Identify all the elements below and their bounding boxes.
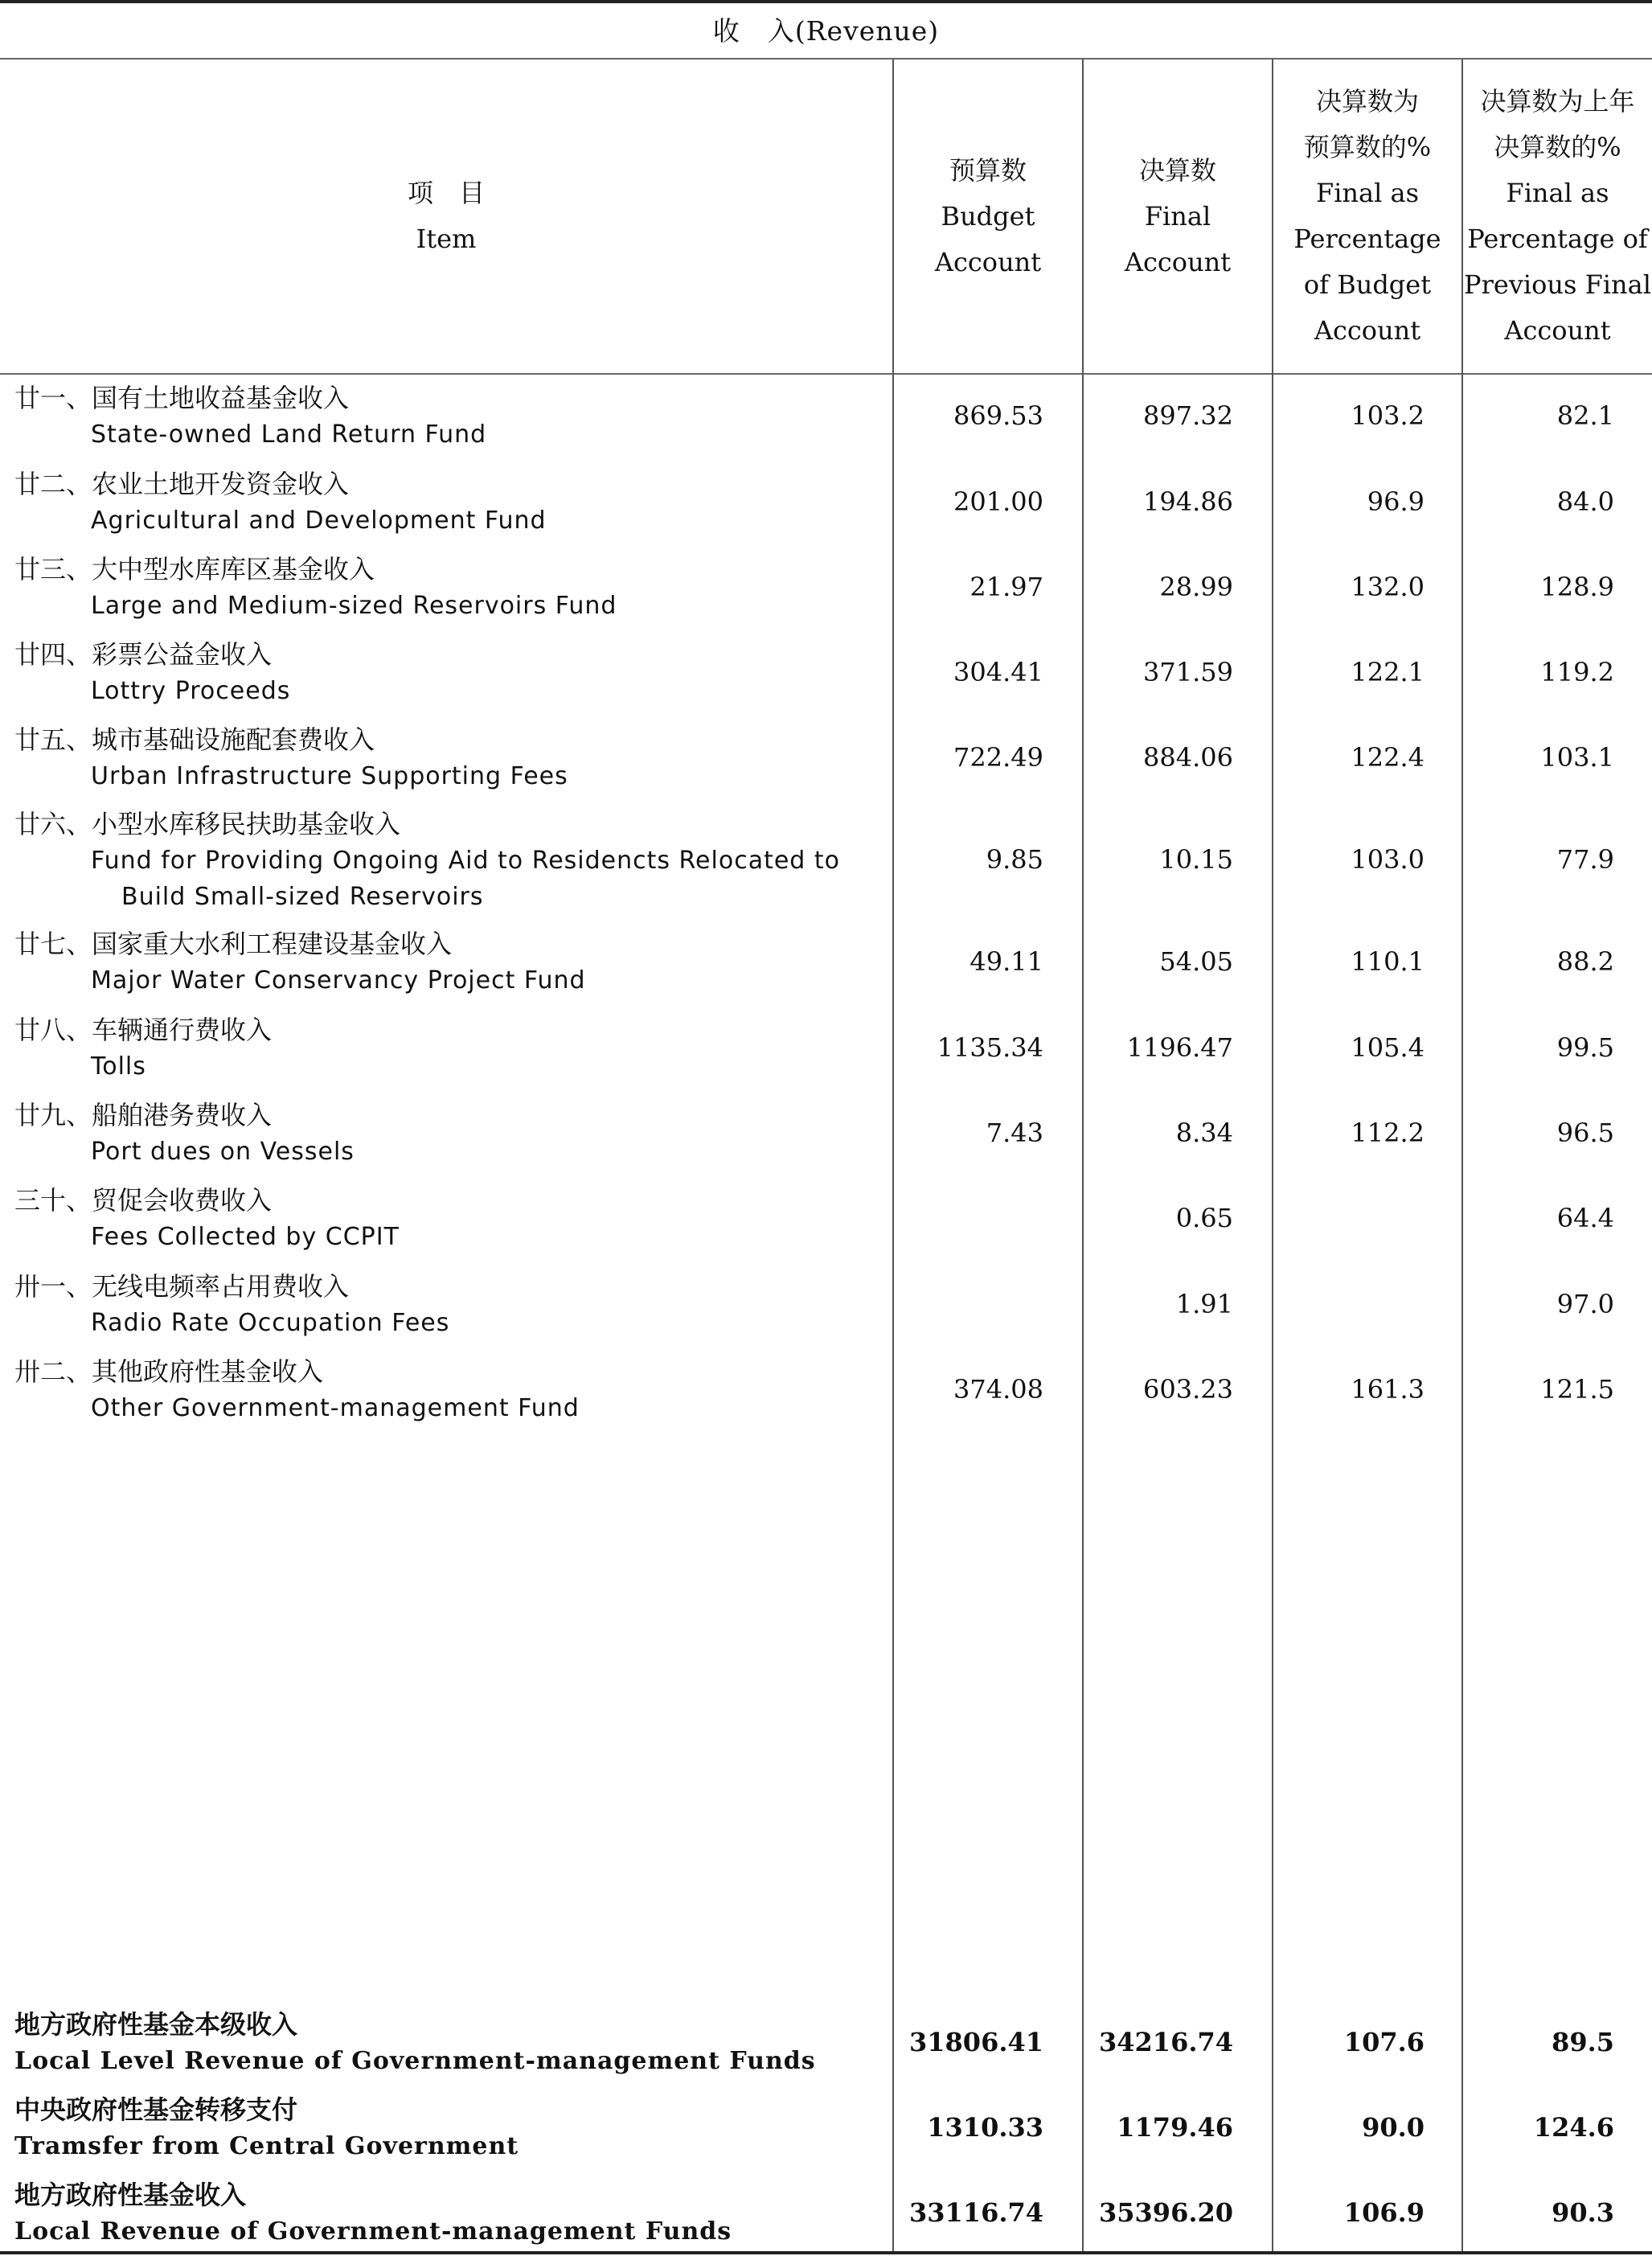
pct-prev-value: 82.1: [1556, 400, 1614, 431]
budget-value: 21.97: [969, 572, 1043, 602]
budget-value: 33116.74: [909, 2197, 1043, 2228]
pct-budget-value: 103.2: [1351, 400, 1424, 431]
pct-budget-value: 106.9: [1343, 2197, 1424, 2228]
caption-rule: [0, 58, 1652, 59]
final-value: 34216.74: [1099, 2027, 1233, 2057]
item-en: Agricultural and Development Fund: [91, 507, 547, 535]
header-budget: [894, 61, 1082, 371]
item-en: Local Revenue of Government-management Funds: [14, 2217, 732, 2246]
header-text: Account: [934, 246, 1042, 277]
item-cn: 廿二、农业土地开发资金收入: [14, 469, 350, 499]
final-value: 28.99: [1159, 572, 1233, 602]
final-value: 371.59: [1143, 657, 1233, 687]
final-value: 884.06: [1143, 742, 1233, 773]
header-pct-prev: [1463, 61, 1652, 371]
pct-prev-value: 88.2: [1556, 946, 1614, 977]
header-rule: [0, 373, 1652, 375]
pct-budget-value: 112.2: [1351, 1118, 1424, 1148]
item-en: Other Government-management Fund: [91, 1394, 580, 1422]
final-value: 54.05: [1159, 946, 1233, 977]
header-text: Percentage: [1293, 224, 1441, 254]
header-text: 决算数: [1138, 154, 1216, 186]
header-pct-budget: [1273, 61, 1461, 371]
header-text: Account: [1124, 246, 1232, 277]
row-item: [14, 466, 547, 539]
item-cn: 廿六、小型水库移民扶助基金收入: [14, 809, 401, 839]
item-en: Fees Collected by CCPIT: [91, 1223, 400, 1251]
budget-value: 9.85: [986, 844, 1043, 875]
pct-prev-value: 99.5: [1556, 1032, 1614, 1063]
row-item: [14, 2092, 519, 2164]
pct-prev-value: 96.5: [1556, 1118, 1614, 1148]
header-text: 决算数为上年: [1480, 86, 1635, 117]
item-cn: 三十、贸促会收费收入: [14, 1185, 273, 1216]
item-en: Local Level Revenue of Government-management Funds: [14, 2047, 816, 2075]
row-item: [14, 1269, 449, 1341]
row-item: [14, 552, 617, 624]
pct-prev-value: 89.5: [1552, 2027, 1614, 2057]
header-text: Final as: [1315, 178, 1420, 208]
item-en-continued: Build Small-sized Reservoirs: [121, 883, 484, 911]
pct-prev-value: 97.0: [1556, 1289, 1614, 1319]
item-cn: 廿九、船舶港务费收入: [14, 1100, 273, 1130]
header-item-en: Item: [416, 224, 477, 254]
header-text: Final: [1144, 200, 1211, 232]
header-text: 预算数的%: [1303, 132, 1432, 162]
pct-prev-value: 90.3: [1552, 2197, 1614, 2228]
pct-prev-value: 103.1: [1540, 742, 1614, 773]
row-item: [14, 722, 568, 794]
item-en: Fund for Providing Ongoing Aid to Residencts Relocated to: [91, 847, 840, 875]
header-text: Account: [1314, 315, 1421, 346]
final-value: 1196.47: [1126, 1032, 1233, 1063]
item-en: Large and Medium-sized Reservoirs Fund: [91, 592, 617, 620]
final-value: 1.91: [1175, 1289, 1233, 1319]
item-cn: 卅二、其他政府性基金收入: [14, 1356, 324, 1387]
pct-prev-value: 64.4: [1556, 1203, 1614, 1233]
budget-value: 1310.33: [927, 2112, 1043, 2143]
pct-budget-value: 122.4: [1351, 742, 1424, 773]
row-item: [14, 926, 586, 999]
header-text: 决算数为: [1315, 86, 1419, 117]
row-item: [14, 1183, 400, 1255]
row-item: [14, 2177, 732, 2250]
budget-value: 374.08: [953, 1374, 1043, 1405]
pct-budget-value: 90.0: [1362, 2112, 1424, 2143]
final-value: 897.32: [1143, 400, 1233, 431]
row-item: [14, 380, 486, 453]
pct-prev-value: 119.2: [1540, 657, 1614, 687]
item-cn: 廿一、国有土地收益基金收入: [14, 383, 350, 413]
item-cn: 廿七、国家重大水利工程建设基金收入: [14, 929, 453, 959]
row-item: [14, 1012, 272, 1085]
pct-budget-value: 161.3: [1351, 1374, 1424, 1405]
header-text: 预算数: [949, 154, 1027, 186]
column-divider: [1272, 59, 1273, 2251]
final-value: 1179.46: [1117, 2112, 1233, 2143]
item-en: Lottry Proceeds: [91, 677, 291, 705]
budget-value: 869.53: [953, 400, 1043, 431]
pct-prev-value: 124.6: [1533, 2112, 1614, 2143]
header-text: of Budget: [1303, 269, 1432, 300]
pct-prev-value: 84.0: [1556, 486, 1614, 517]
item-en: Radio Rate Occupation Fees: [91, 1309, 450, 1337]
item-cn: 廿三、大中型水库库区基金收入: [14, 554, 375, 585]
budget-value: 31806.41: [909, 2027, 1043, 2057]
row-item: [14, 2007, 816, 2079]
header-item-cn: 项 目: [407, 178, 485, 208]
header-text: Previous Final: [1464, 269, 1651, 300]
header-item: [0, 61, 892, 371]
pct-budget-value: 103.0: [1351, 844, 1424, 875]
header-text: 决算数的%: [1494, 132, 1621, 162]
pct-budget-value: 132.0: [1351, 572, 1424, 602]
item-en: Urban Infrastructure Supporting Fees: [91, 762, 568, 790]
item-cn: 卅一、无线电频率占用费收入: [14, 1271, 350, 1302]
final-value: 8.34: [1175, 1118, 1233, 1148]
bottom-rule: [0, 2251, 1652, 2254]
row-item: [14, 806, 840, 915]
column-divider: [892, 59, 894, 2251]
item-cn: 廿五、城市基础设施配套费收入: [14, 724, 375, 755]
final-value: 603.23: [1143, 1374, 1233, 1405]
item-cn: 地方政府性基金收入: [14, 2180, 247, 2210]
row-item: [14, 1354, 580, 1426]
item-cn: 地方政府性基金本级收入: [14, 2009, 298, 2040]
budget-value: 1135.34: [937, 1032, 1043, 1063]
pct-budget-value: 107.6: [1343, 2027, 1424, 2057]
pct-prev-value: 77.9: [1556, 844, 1614, 875]
final-value: 10.15: [1159, 844, 1233, 875]
column-divider: [1082, 59, 1084, 2251]
item-en: Tolls: [91, 1052, 146, 1081]
table-caption: 收 入(Revenue): [712, 14, 940, 47]
row-item: [14, 637, 290, 709]
header-text: Account: [1504, 315, 1611, 346]
row-item: [14, 1097, 355, 1170]
item-cn: 廿四、彩票公益金收入: [14, 639, 273, 670]
final-value: 194.86: [1143, 486, 1233, 517]
pct-budget-value: 96.9: [1367, 486, 1424, 517]
item-en: Major Water Conservancy Project Fund: [91, 966, 586, 995]
header-text: Budget: [941, 200, 1035, 232]
header-text: Percentage of: [1467, 224, 1648, 254]
item-cn: 廿八、车辆通行费收入: [14, 1015, 273, 1045]
budget-value: 201.00: [953, 486, 1043, 517]
budget-value: 49.11: [969, 946, 1043, 977]
pct-budget-value: 105.4: [1351, 1032, 1424, 1063]
budget-value: 722.49: [953, 742, 1043, 773]
item-en: State-owned Land Return Fund: [91, 420, 487, 449]
pct-prev-value: 128.9: [1540, 572, 1614, 602]
final-value: 35396.20: [1099, 2197, 1233, 2228]
pct-budget-value: 110.1: [1351, 946, 1424, 977]
header-text: Final as: [1506, 178, 1609, 208]
header-final: [1084, 61, 1272, 371]
budget-value: 304.41: [953, 657, 1043, 687]
item-cn: 中央政府性基金转移支付: [14, 2094, 298, 2125]
item-en: Port dues on Vessels: [91, 1138, 355, 1166]
item-en: Tramsfer from Central Government: [14, 2132, 519, 2160]
pct-prev-value: 121.5: [1540, 1374, 1614, 1405]
final-value: 0.65: [1175, 1203, 1233, 1233]
budget-value: 7.43: [986, 1118, 1043, 1148]
pct-budget-value: 122.1: [1351, 657, 1424, 687]
column-divider: [1461, 59, 1463, 2251]
